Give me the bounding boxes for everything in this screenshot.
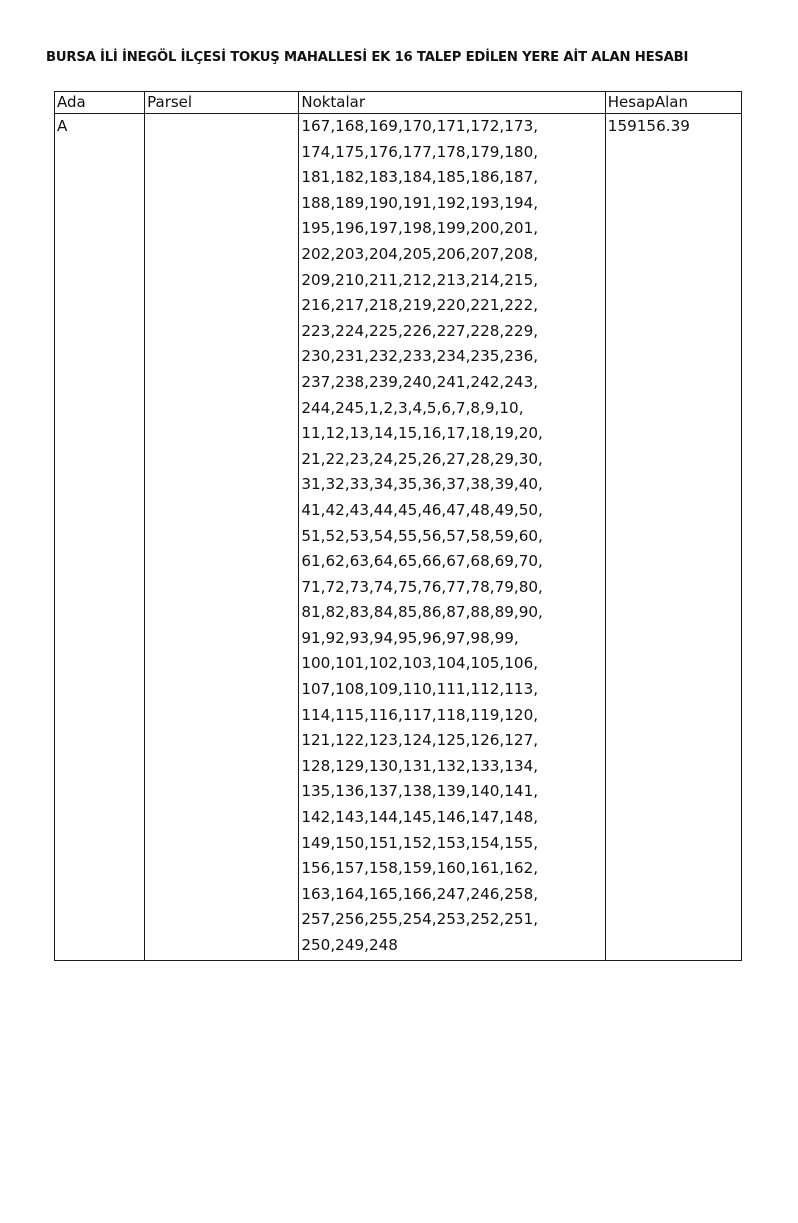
- points-line: 237,238,239,240,241,242,243,: [301, 372, 539, 391]
- points-line: 163,164,165,166,247,246,258,: [301, 884, 539, 903]
- table-header-row: [55, 92, 742, 114]
- column-header-hesap-alan: HesapAlan: [605, 92, 741, 114]
- points-line: 11,12,13,14,15,16,17,18,19,20,: [301, 424, 543, 443]
- column-header-parsel: Parsel: [145, 92, 299, 114]
- column-header-ada: Ada: [55, 92, 145, 114]
- points-line: 114,115,116,117,118,119,120,: [301, 705, 539, 724]
- points-line: 81,82,83,84,85,86,87,88,89,90,: [301, 603, 543, 622]
- points-line: 71,72,73,74,75,76,77,78,79,80,: [301, 577, 543, 596]
- points-line: 91,92,93,94,95,96,97,98,99,: [301, 628, 519, 647]
- points-line: 21,22,23,24,25,26,27,28,29,30,: [301, 449, 543, 468]
- points-line: 149,150,151,152,153,154,155,: [301, 833, 539, 852]
- points-line: 31,32,33,34,35,36,37,38,39,40,: [301, 475, 543, 494]
- points-line: 156,157,158,159,160,161,162,: [301, 859, 539, 878]
- points-line: 244,245,1,2,3,4,5,6,7,8,9,10,: [301, 398, 524, 417]
- points-line: 202,203,204,205,206,207,208,: [301, 244, 539, 263]
- points-list: [301, 114, 604, 959]
- table-row: [55, 114, 742, 961]
- points-line: 195,196,197,198,199,200,201,: [301, 219, 539, 238]
- column-header-noktalar: Noktalar: [299, 92, 605, 114]
- points-line: 216,217,218,219,220,221,222,: [301, 296, 539, 315]
- points-line: 128,129,130,131,132,133,134,: [301, 756, 539, 775]
- points-line: 61,62,63,64,65,66,67,68,69,70,: [301, 552, 543, 571]
- table-body: [55, 114, 742, 961]
- table-header: [55, 92, 742, 114]
- points-line: 209,210,211,212,213,214,215,: [301, 270, 539, 289]
- points-line: 107,108,109,110,111,112,113,: [301, 680, 539, 699]
- points-line: 167,168,169,170,171,172,173,: [301, 117, 539, 135]
- points-line: 257,256,255,254,253,252,251,: [301, 910, 539, 929]
- cell-hesap-alan: 159156.39: [605, 114, 741, 961]
- cell-parsel: [145, 114, 299, 961]
- points-line: 181,182,183,184,185,186,187,: [301, 168, 539, 187]
- document-title: BURSA İLİ İNEGÖL İLÇESİ TOKUŞ MAHALLESİ EK 16 TALEP EDİLEN YERE AİT ALAN HESABI: [46, 50, 689, 65]
- points-line: 135,136,137,138,139,140,141,: [301, 782, 539, 801]
- area-calculation-table: [54, 91, 742, 961]
- points-line: 41,42,43,44,45,46,47,48,49,50,: [301, 500, 543, 519]
- points-line: 121,122,123,124,125,126,127,: [301, 731, 539, 750]
- points-line: 230,231,232,233,234,235,236,: [301, 347, 539, 366]
- cell-ada: A: [55, 114, 145, 961]
- cell-noktalar: [299, 114, 605, 961]
- points-line: 174,175,176,177,178,179,180,: [301, 142, 539, 161]
- points-line: 142,143,144,145,146,147,148,: [301, 808, 539, 827]
- points-line: 188,189,190,191,192,193,194,: [301, 193, 539, 212]
- points-line: 51,52,53,54,55,56,57,58,59,60,: [301, 526, 543, 545]
- points-line: 223,224,225,226,227,228,229,: [301, 321, 539, 340]
- points-line: 100,101,102,103,104,105,106,: [301, 654, 539, 673]
- points-line: 250,249,248: [301, 936, 398, 954]
